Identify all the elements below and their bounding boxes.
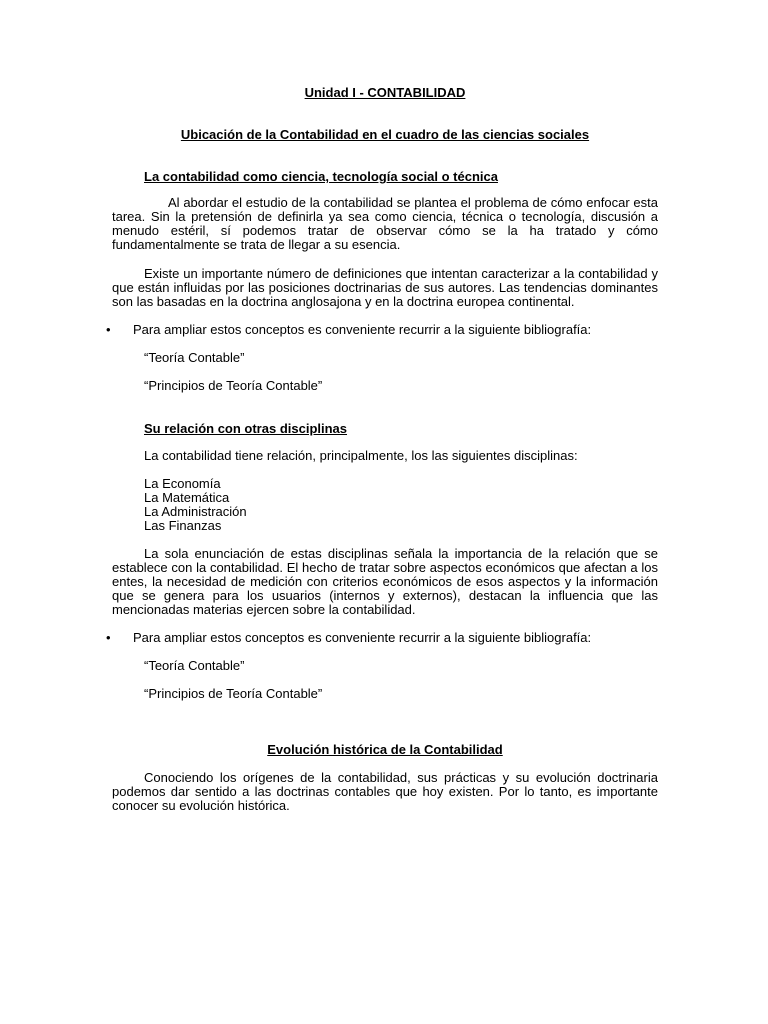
bullet-icon: • [106, 630, 111, 645]
reference-teoria-contable: “Teoría Contable” [144, 350, 245, 365]
bullet-icon: • [106, 322, 111, 337]
reference-teoria-contable: “Teoría Contable” [144, 658, 245, 673]
section-title-evolucion: Evolución histórica de la Contabilidad [267, 742, 503, 757]
paragraph-3: La contabilidad tiene relación, principalmente, los las siguientes disciplinas: [144, 448, 578, 463]
paragraph-1: Al abordar el estudio de la contabilidad se plantea el problema de cómo enfocar esta tarea. Sin la pretensión de definirla ya sea como ciencia, técnica o tecnología, discusión a menudo estéril, sí podemos tratar de observar cómo se la ha tratado y cómo fundamentalmente se trata de llegar a su esencia. [112, 195, 658, 252]
list-item: La Matemática [144, 490, 230, 505]
unit-title: Unidad I - CONTABILIDAD [304, 85, 466, 100]
reference-principios-teoria-contable: “Principios de Teoría Contable” [144, 686, 323, 701]
section-title: Ubicación de la Contabilidad en el cuadro de las ciencias sociales [180, 127, 590, 142]
list-item: La Administración [144, 504, 247, 519]
subsection-title-ciencia: La contabilidad como ciencia, tecnología social o técnica [144, 169, 498, 184]
bullet-text: Para ampliar estos conceptos es conveniente recurrir a la siguiente bibliografía: [133, 322, 592, 337]
disciplines-list [144, 477, 247, 533]
subsection-title-disciplinas: Su relación con otras disciplinas [144, 421, 348, 436]
bullet-text: Para ampliar estos conceptos es conveniente recurrir a la siguiente bibliografía: [133, 630, 592, 645]
paragraph-4: La sola enunciación de estas disciplinas señala la importancia de la relación que se establece con la contabilidad. El hecho de tratar sobre aspectos económicos que afectan a los entes, la necesidad de medición con criterios económicos de esos aspectos y la información que se genera para los usuarios (internos y externos), destacan la influencia que las mencionadas materias ejercen sobre la contabilidad. [112, 546, 658, 617]
paragraph-2: Existe un importante número de definiciones que intentan caracterizar a la contabilidad y que están influidas por las posiciones doctrinarias de sus autores. Las tendencias dominantes son las basadas en la doctrina anglosajona y en la doctrina europea continental. [112, 266, 658, 309]
paragraph-5: Conociendo los orígenes de la contabilidad, sus prácticas y su evolución doctrinaria podemos dar sentido a las doctrinas contables que hoy existen. Por lo tanto, es importante conocer su evolución histórica. [112, 770, 658, 813]
list-item: La Economía [144, 476, 221, 491]
reference-principios-teoria-contable: “Principios de Teoría Contable” [144, 378, 323, 393]
list-item: Las Finanzas [144, 518, 222, 533]
